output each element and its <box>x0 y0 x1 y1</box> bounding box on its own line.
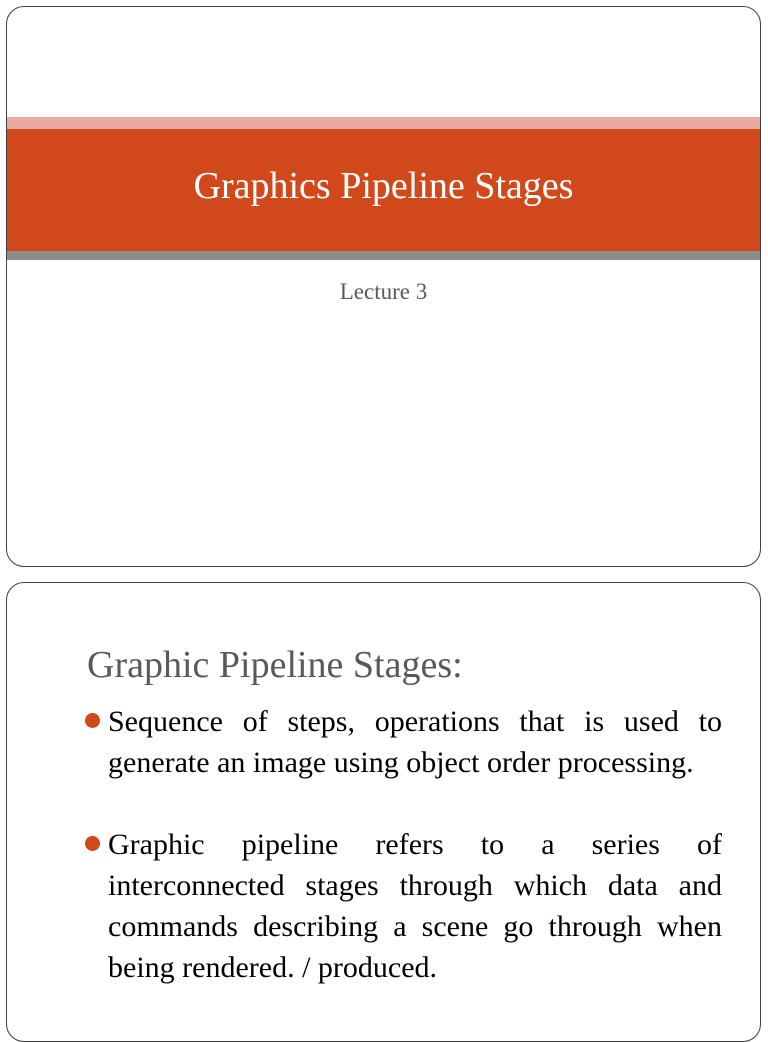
bullet-dot-icon <box>85 713 100 728</box>
slide-subtitle: Lecture 3 <box>339 279 428 304</box>
bullet-item <box>85 701 722 783</box>
title-band <box>7 129 760 251</box>
title-slide <box>6 6 761 567</box>
bullet-list <box>85 701 722 988</box>
content-heading: Graphic Pipeline Stages: <box>87 644 463 686</box>
bullet-item <box>85 824 722 988</box>
bullet-text: Sequence of steps, operations that is used to generate an image using object order processing. <box>108 705 722 779</box>
title-band-top-stripe <box>7 117 760 129</box>
bullet-text: Graphic pipeline refers to a series of interconnected stages through which data and commands describing a scene go through when being rendered. / produced. <box>108 828 722 984</box>
bullet-dot-icon <box>85 836 100 851</box>
slide-title: Graphics Pipeline Stages <box>193 165 574 207</box>
content-slide <box>6 582 761 1042</box>
title-band-bottom-stripe <box>7 251 760 260</box>
